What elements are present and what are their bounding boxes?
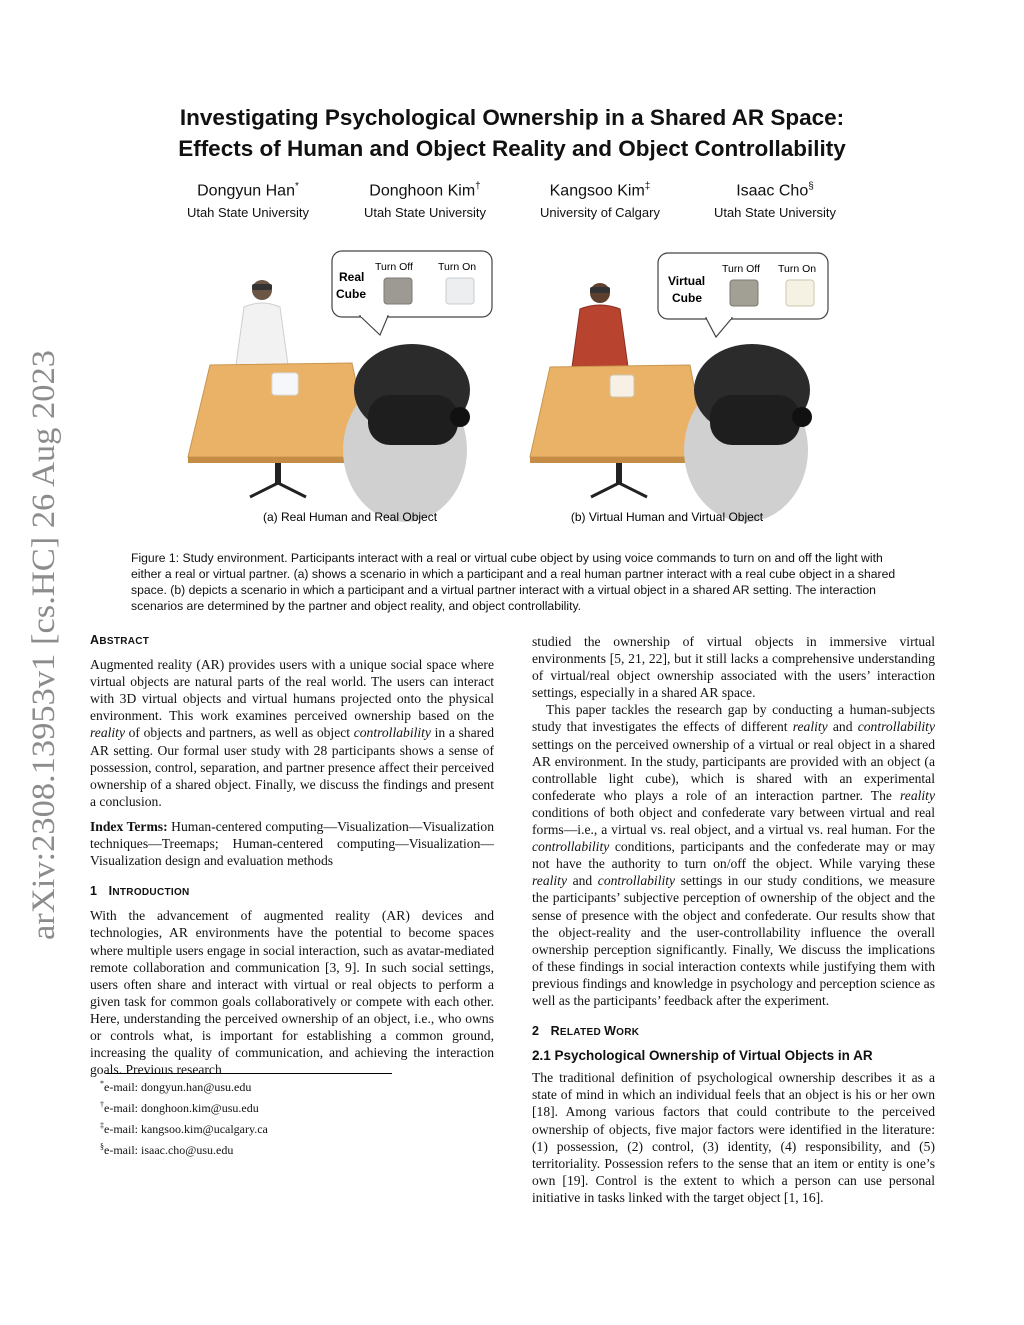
- turn-on-label: Turn On: [438, 261, 477, 273]
- footnote: †e-mail: donghoon.kim@usu.edu: [100, 1100, 259, 1115]
- bubble-label-line-2: Cube: [672, 291, 702, 305]
- panel-a-subcaption: (a) Real Human and Real Object: [262, 510, 438, 524]
- arxiv-stamp-text: arXiv:2308.13953v1 [cs.HC] 26 Aug 2023: [26, 375, 62, 940]
- author-affiliation: Utah State University: [186, 205, 310, 221]
- index-terms: Index Terms: Human-centered computing—Visualization—Visualization techniques—Treemaps; Human-centered computing—Visualization—Visualization design and evaluation methods: [90, 818, 495, 869]
- author-2: [325, 176, 525, 222]
- left-column: [90, 632, 494, 1078]
- right-para-3: The traditional definition of psychological ownership describes it as a state of mind in which an individual feels that an object is his or her own [18]. Among various factors that could contribute to the perceived ownership of objects, five major factors were identified in the literature: (1) possession, (2) control, (3) identity, (4) responsibility, and (5) territoriality. Possession refers to the sense that an item or entity is one’s own [19]. Control is the extent to which a person can use personal initiative in tasks linked with the target object [1, 16].: [532, 1070, 935, 1205]
- cube-on-icon: [446, 278, 474, 304]
- turn-on-label: Turn On: [778, 263, 817, 275]
- cube-off-icon: [384, 278, 412, 304]
- author-name: Kangsoo Kim: [549, 182, 645, 200]
- panel-b-subcaption: (b) Virtual Human and Virtual Object: [570, 510, 764, 524]
- participant-headset-b: [684, 344, 812, 522]
- speech-bubble-a: [332, 251, 492, 335]
- author-1: [148, 176, 348, 222]
- author-affiliation: Utah State University: [713, 205, 837, 221]
- author-mark: †: [475, 181, 481, 192]
- subsection-2-1-heading: 2.1 Psychological Ownership of Virtual Objects in AR: [532, 1048, 873, 1064]
- title-line-2: Effects of Human and Object Reality and Object Controllability: [178, 136, 846, 161]
- virtual-cube-on-table: [610, 375, 634, 397]
- virtual-human-illustration: [572, 283, 628, 367]
- paper-title: [90, 102, 934, 164]
- bubble-label-line-2: Cube: [336, 287, 366, 301]
- author-affiliation: Utah State University: [363, 205, 487, 221]
- author-4: [675, 176, 875, 222]
- turn-off-label: Turn Off: [375, 261, 413, 273]
- author-name: Isaac Cho: [736, 182, 809, 200]
- intro-text: With the advancement of augmented reality (AR) devices and technologies, AR environments have the potential to become spaces where multiple users engage in social interaction, such as avatar-mediated remote collaboration and communication [3, 9]. In such social settings, users often share and interact with virtual or real objects to perform a given task for common goals collaboratively or compete with each other. Here, understanding the perceived ownership of an object, i.e., who owns or controls what, is important for establishing a common ground, increasing the quality of communication, and achieving the interaction goals. Previous research: [90, 908, 494, 1078]
- author-name: Dongyun Han: [197, 182, 295, 200]
- author-mark: *: [294, 181, 299, 192]
- author-name: Donghoon Kim: [369, 182, 476, 200]
- intro-heading: 1 INTRODUCTION: [90, 884, 190, 899]
- footnote-rule: [106, 1073, 392, 1074]
- abstract-text: Augmented reality (AR) provides users with a unique social space where virtual objects are natural parts of the real world. The users can interact with 3D virtual objects and virtual humans projected onto the physical environment. This work examines perceived ownership based on the reality of objects and partners, as well as object controllability in a shared AR setting. Our formal user study with 28 participants shows a sense of possession, control, separation, and partner presence affect their perceived ownership of a shared object. Finally, we discuss the findings and present a conclusion.: [90, 657, 494, 809]
- panel-a: [188, 251, 492, 524]
- turn-off-label: Turn Off: [722, 263, 760, 275]
- abstract-heading: ABSTRACT: [90, 633, 150, 647]
- arxiv-stamp: [18, 348, 68, 943]
- cube-off-icon: [730, 280, 758, 306]
- panel-b: [530, 253, 828, 524]
- real-cube-on-table: [272, 373, 298, 395]
- right-para-1: studied the ownership of virtual objects in immersive virtual environments [5, 21, 22], but it still lacks a comprehensive understanding of virtual/real object ownership associated with the users’ interaction settings, especially in a shared AR space.: [532, 634, 935, 701]
- footnote: §e-mail: isaac.cho@usu.edu: [100, 1142, 234, 1157]
- author-mark: §: [808, 181, 814, 192]
- footnote: ‡e-mail: kangsoo.kim@ucalgary.ca: [100, 1121, 268, 1136]
- author-mark: ‡: [644, 181, 651, 192]
- author-3: [500, 176, 700, 222]
- title-line-1: Investigating Psychological Ownership in a Shared AR Space:: [179, 105, 845, 130]
- related-work-heading: 2 RELATED WORK: [532, 1024, 640, 1039]
- footnote: *e-mail: dongyun.han@usu.edu: [100, 1079, 252, 1094]
- figure-1: [180, 245, 860, 530]
- participant-headset: [343, 344, 470, 522]
- footnotes: [100, 1075, 268, 1159]
- real-human-illustration: [236, 280, 288, 365]
- cube-on-icon: [786, 280, 814, 306]
- figure-caption: Figure 1: Study environment. Participants interact with a real or virtual cube object by using voice commands to turn on and off the light with either a real or virtual partner. (a) shows a scenario in which a participant and a real human partner interact with a real cube object in a shared space. (b) depicts a scenario in which a participant and a virtual partner interact with a virtual object in a shared AR setting. The interaction scenarios are determined by the partner and object reality, and object controllability.: [131, 551, 896, 613]
- author-affiliation: University of Calgary: [540, 205, 660, 221]
- right-column: [532, 633, 935, 1206]
- right-para-2: This paper tackles the research gap by conducting a human-subjects study that investigates the effects of different reality and controllability settings on the perceived ownership of a virtual or real object in a shared AR environment. In the study, participants are provided with an object (a controllable light cube), which is shared with an experimental confederate who plays a role of an interaction partner. The reality conditions of both object and confederate vary between virtual and real forms—i.e., a virtual vs. real object, and a virtual vs. real human. For the controllability conditions, participants and the confederate may or may not have the authority to turn on/off the object. While varying these reality and controllability settings in our study conditions, we measure the participants’ subjective perception of ownership of the object and the sense of presence with the object and confederate. Our results show that the object-reality and the user-controllability influence the overall ownership perception significantly. Finally, We discuss the implications of these findings in social interaction contexts while justifying them with previous findings and knowledge in psychology and perception science as well as the participants’ feedback after the experiment.: [532, 702, 935, 1008]
- speech-bubble-b: [658, 253, 828, 337]
- bubble-label-line-1: Virtual: [668, 274, 706, 288]
- bubble-label-line-1: Real: [339, 270, 365, 284]
